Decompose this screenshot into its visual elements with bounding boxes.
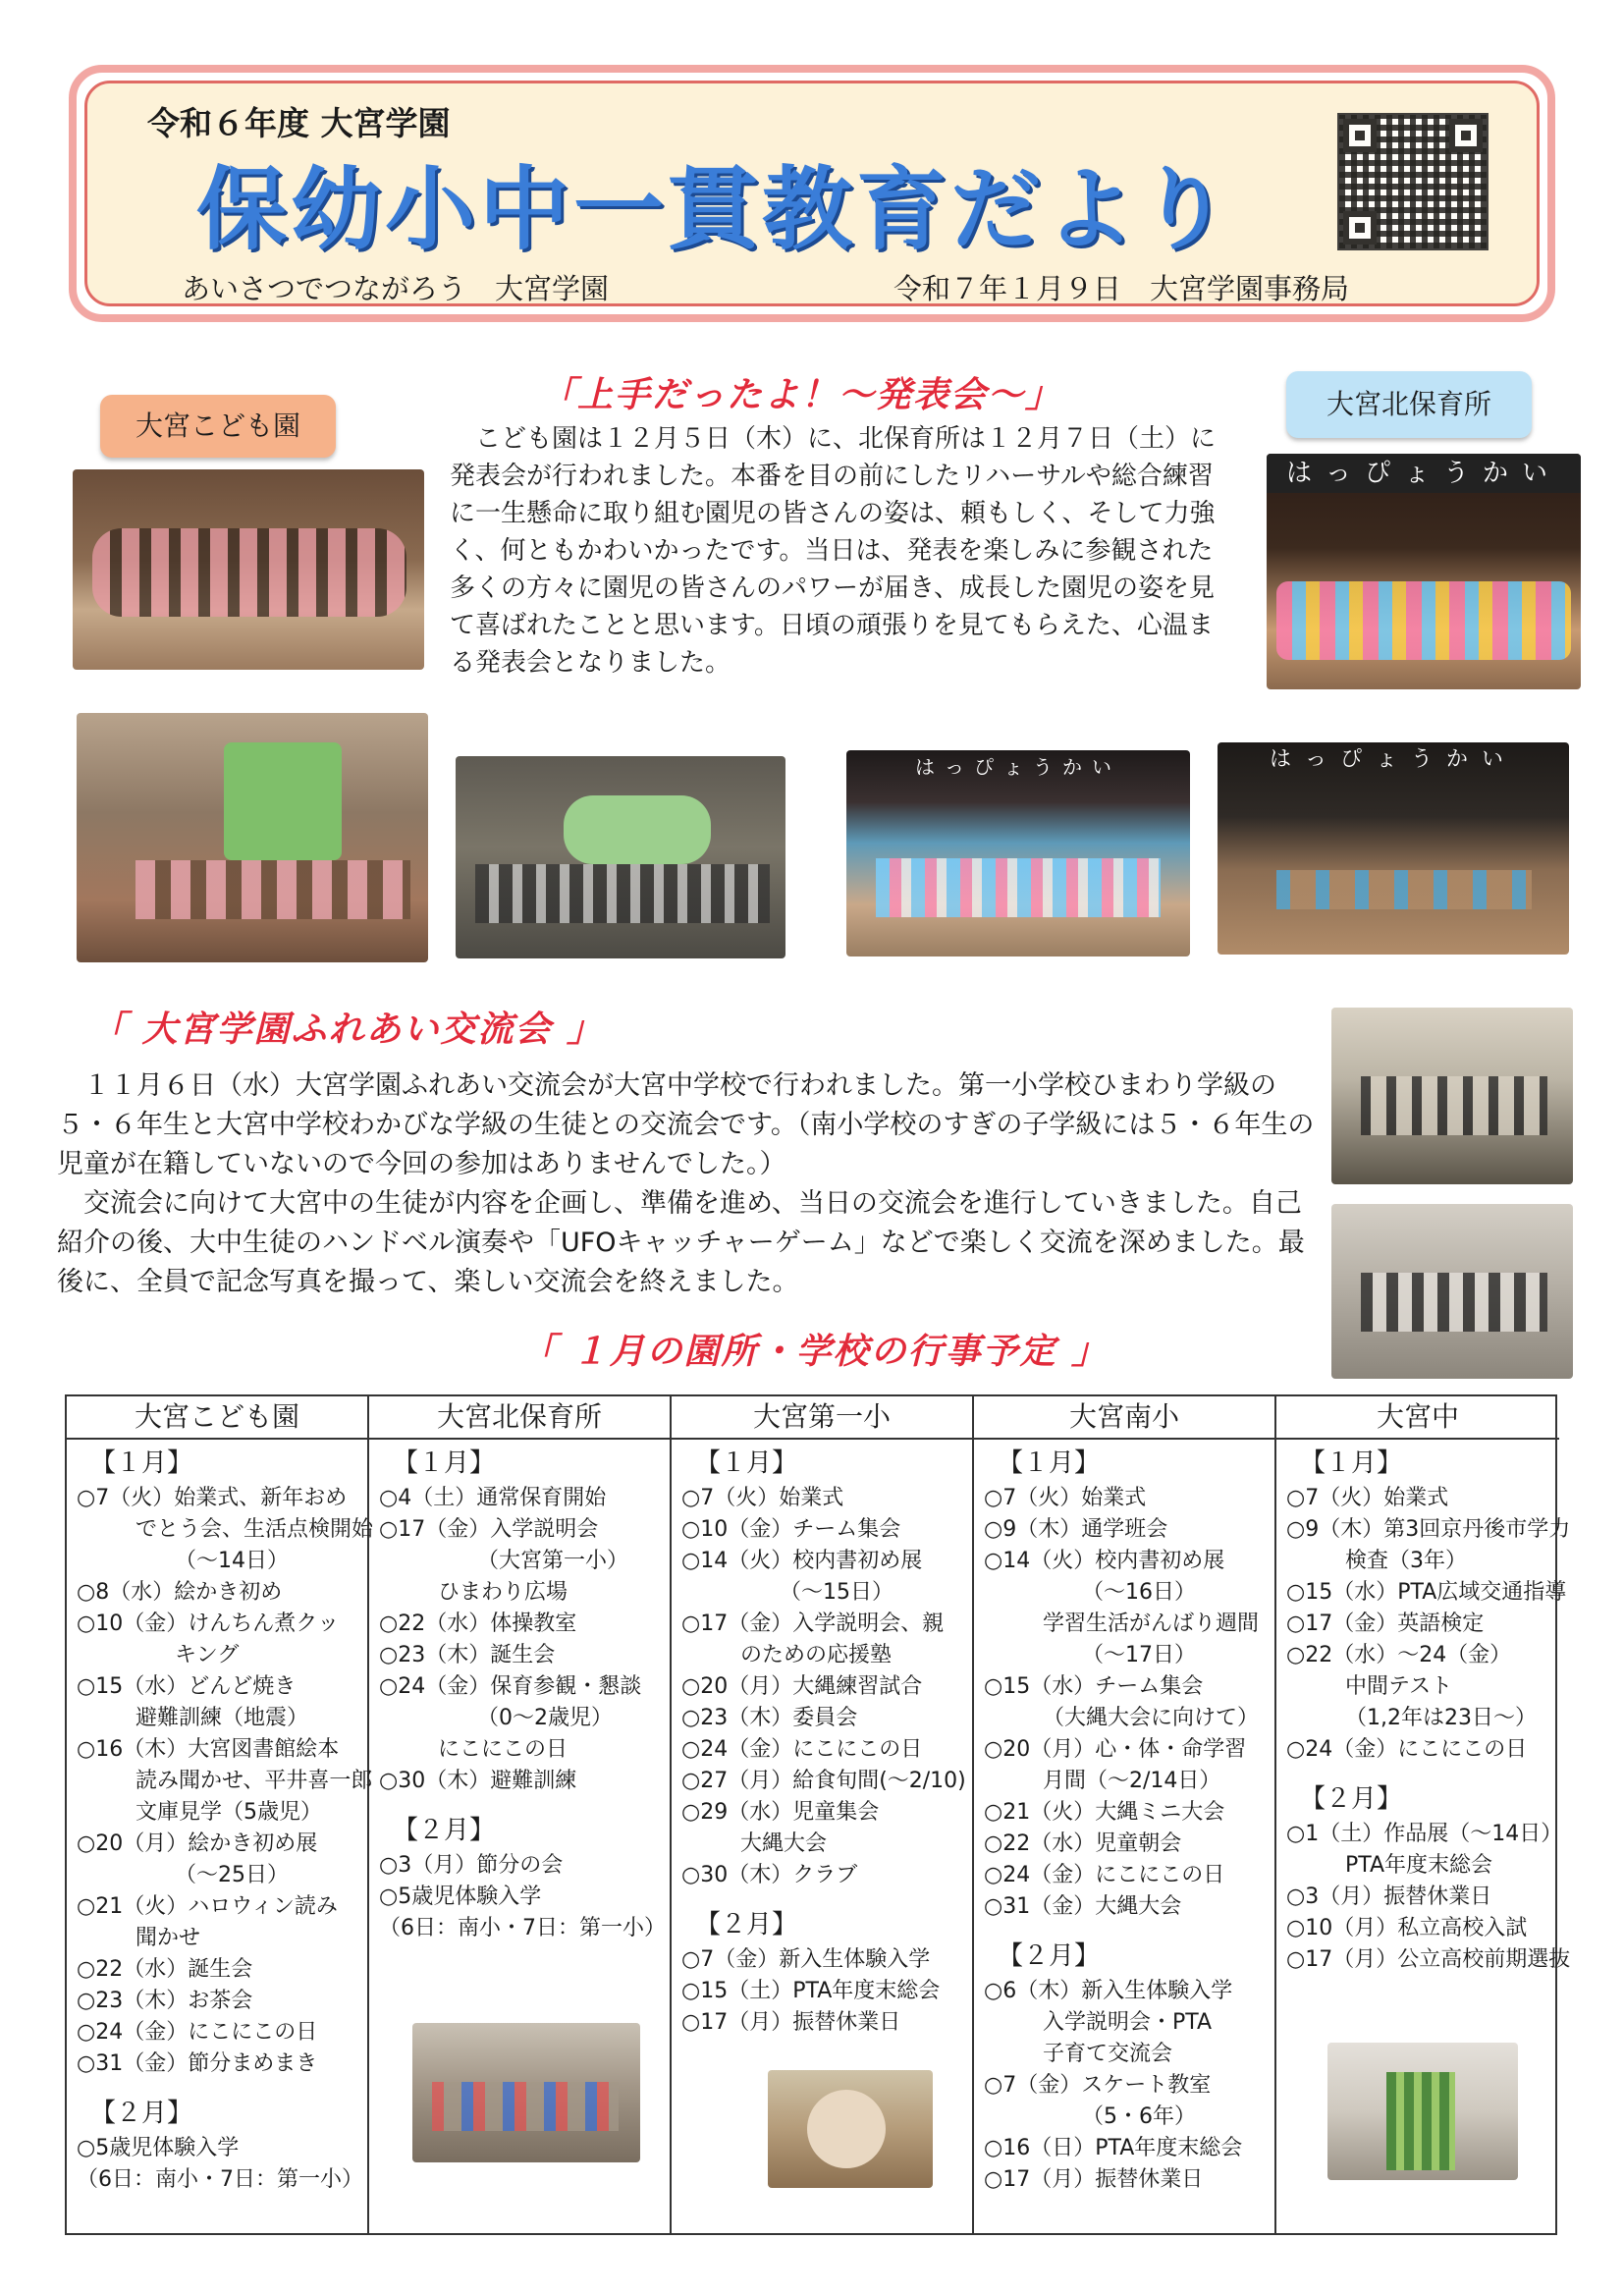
- qr-code-icon: [1337, 113, 1489, 250]
- photo-kita-hoikusho-stage: [1267, 454, 1581, 689]
- schedule-entry: ひまわり広場: [438, 1580, 568, 1605]
- header-year: 令和６年度 大宮学園: [147, 104, 451, 142]
- schedule-entry: ○7（金）スケート教室: [984, 2073, 1212, 2098]
- schedule-month-heading: 【２月】: [1300, 1784, 1403, 1814]
- label-omiya-kodomoen: 大宮こども園: [100, 395, 336, 458]
- happyokai-body: こども園は１２月５日（木）に、北保育所は１２月７日（土）に発表会が行われました。本番を目の前にしたリハーサルや総合練習に一生懸命に取り組む園児の皆さんの姿は、頼もしく、そして力強く、何ともかわいかったです。当日は、発表を楽しみに参観された多くの方々に園児の皆さんのパワーが届き、成長した園児の姿を見て喜ばれたことと思います。日頃の頑張りを見てもらえた、心温まる発表会となりました。: [450, 424, 1217, 678]
- happyokai-title: 「上手だったよ！～発表会～」: [540, 375, 1063, 415]
- schedule-entry: ○3（月）振替休業日: [1286, 1884, 1492, 1909]
- schedule-entry: ○24（金）にこにこの日: [681, 1737, 923, 1762]
- photo-kita-hoikusho-dance: [1218, 742, 1569, 955]
- schedule-entry: キング: [175, 1643, 240, 1667]
- schedule-entry: （大縄大会に向けて）: [1043, 1706, 1260, 1730]
- schedule-entry: PTA年度末総会: [1345, 1853, 1493, 1878]
- schedule-entry: ○22（水）児童朝会: [984, 1831, 1182, 1856]
- photo-omiya-chu-kadomatsu: [1327, 2043, 1518, 2180]
- schedule-entry: ○24（金）保育参観・懇談: [379, 1674, 642, 1699]
- page-title: 保幼小中一貫教育だより: [196, 157, 1234, 262]
- photo-koryukai-1: [1331, 1008, 1573, 1184]
- schedule-column-header: 大宮こども園: [67, 1396, 367, 1440]
- schedule-entry: ○10（金）けんちん煮クッ: [77, 1611, 340, 1636]
- schedule-entry: ○10（金）チーム集会: [681, 1517, 901, 1542]
- schedule-month-heading: 【１月】: [90, 1448, 193, 1478]
- koryukai-title: 「 大宮学園ふれあい交流会 」: [90, 1010, 605, 1050]
- schedule-month-heading: 【２月】: [393, 1816, 496, 1845]
- schedule-month-heading: 【１月】: [998, 1448, 1101, 1478]
- label-omiya-kita-hoikusho: 大宮北保育所: [1286, 371, 1532, 438]
- schedule-entry: ○16（木）大宮図書館絵本: [77, 1737, 340, 1762]
- schedule-column-header: 大宮南小: [974, 1396, 1274, 1440]
- photo-kodomoen-stage: [73, 469, 424, 670]
- schedule-entry: [984, 1923, 1265, 1937]
- schedule-entry: ○31（金）節分まめまき: [77, 2051, 318, 2076]
- schedule-entry: （1,2年は23日～）: [1345, 1706, 1537, 1730]
- schedule-entry: 入学説明会・PTA: [1043, 2010, 1213, 2035]
- schedule-entry: ○31（金）大縄大会: [984, 1894, 1182, 1919]
- koryukai-paragraph-2: 交流会に向けて大宮中の生徒が内容を企画し、準備を進め、当日の交流会を進行していきました。自己紹介の後、大中生徒のハンドベル演奏や「UFOキャッチャーゲーム」などで楽しく交流を深めました。最後に、全員で記念写真を撮って、楽しい交流会を終えました。: [57, 1188, 1305, 1297]
- schedule-entry: 読み聞かせ、平井喜一郎: [135, 1769, 373, 1793]
- schedule-entry: ○21（火）大縄ミニ大会: [984, 1800, 1225, 1825]
- schedule-entry: ○21（火）ハロウィン読み: [77, 1894, 338, 1919]
- schedule-entry: ○4（土）通常保育開始: [379, 1486, 607, 1510]
- schedule-entry: [1286, 1766, 1549, 1779]
- schedule-entry: ○10（月）私立高校入試: [1286, 1916, 1528, 1940]
- schedule-entry: ○23（木）お茶会: [77, 1989, 253, 2013]
- schedule-column: [67, 1396, 374, 2233]
- schedule-entry: 聞かせ: [135, 1926, 201, 1950]
- schedule-month-heading: 【１月】: [695, 1448, 798, 1478]
- schedule-entry: ○15（水）どんど焼き: [77, 1674, 297, 1699]
- photo-kita-hoikusho-play: [412, 2023, 640, 2162]
- photo-kita-hoikusho-group: [846, 750, 1190, 956]
- schedule-column-header: 大宮北保育所: [369, 1396, 670, 1440]
- schedule-entry: ○15（水）PTA広域交通指導: [1286, 1580, 1567, 1605]
- schedule-entry: ○17（月）振替休業日: [984, 2167, 1204, 2192]
- header-date: 令和７年１月９日 大宮学園事務局: [893, 272, 1350, 305]
- schedule-entry: ○17（月）公立高校前期選抜: [1286, 1947, 1571, 1972]
- happyokai-banner-3: はっぴょうかい: [1269, 747, 1517, 772]
- schedule-entry: 月間（～2/14日）: [1043, 1769, 1221, 1793]
- schedule-entry: （0～2歳児）: [477, 1706, 613, 1730]
- photo-kodomoen-performance: [77, 713, 428, 962]
- schedule-entry: ○15（水）チーム集会: [984, 1674, 1204, 1699]
- schedule-entry: （～17日）: [1082, 1643, 1196, 1667]
- schedule-title: 「 １月の園所・学校の行事予定 」: [520, 1332, 1110, 1372]
- schedule-entry: ○20（月）絵かき初め展: [77, 1831, 318, 1856]
- schedule-entry: ○23（木）委員会: [681, 1706, 858, 1730]
- schedule-entry: ○7（金）新入生体験入学: [681, 1947, 931, 1972]
- schedule-entry: [681, 1891, 962, 1905]
- schedule-entry: 検査（3年）: [1345, 1549, 1467, 1573]
- schedule-column-header: 大宮第一小: [672, 1396, 972, 1440]
- schedule-entry: ○8（水）絵かき初め: [77, 1580, 283, 1605]
- schedule-entry: 大縄大会: [740, 1831, 828, 1856]
- schedule-entry: [379, 1797, 660, 1811]
- schedule-entry: ○9（木）通学班会: [984, 1517, 1168, 1542]
- schedule-month-heading: 【１月】: [393, 1448, 496, 1478]
- photo-kodomoen-group: [456, 756, 785, 958]
- schedule-entry: にこにこの日: [438, 1737, 568, 1762]
- happyokai-banner: はっぴょうかい: [1267, 454, 1581, 493]
- schedule-entry: ○24（金）にこにこの日: [1286, 1737, 1528, 1762]
- schedule-entry: ○6（木）新入生体験入学: [984, 1979, 1233, 2003]
- schedule-column: [974, 1396, 1276, 2233]
- schedule-entry: （～14日）: [175, 1549, 289, 1573]
- koryukai-paragraph-1: １１月６日（水）大宮学園ふれあい交流会が大宮中学校で行われました。第一小学校ひまわり学級の５・６年生と大宮中学校わかびな学級の生徒との交流会です。（南小学校のすぎの子学級には５・６年生の児童が在籍していないので今回の参加はありませんでした。）: [57, 1070, 1315, 1179]
- schedule-entry: ○7（火）始業式: [1286, 1486, 1449, 1510]
- schedule-entry: ○20（月）心・体・命学習: [984, 1737, 1247, 1762]
- schedule-entry: （6日：南小・7日：第一小）: [77, 2167, 363, 2192]
- schedule-entry: ○22（水）誕生会: [77, 1957, 253, 1982]
- schedule-entry: ○24（金）にこにこの日: [984, 1863, 1225, 1887]
- schedule-entry: ○17（月）振替休業日: [681, 2010, 901, 2035]
- schedule-column-body: [67, 1440, 374, 2200]
- schedule-entry: 学習生活がんばり週間: [1043, 1611, 1260, 1636]
- schedule-entry: （大宮第一小）: [477, 1549, 629, 1573]
- happyokai-banner-2: はっぴょうかい: [915, 755, 1121, 779]
- schedule-entry: （5・6年）: [1082, 2104, 1196, 2129]
- schedule-entry: ○14（火）校内書初め展: [681, 1549, 923, 1573]
- schedule-entry: （～25日）: [175, 1863, 289, 1887]
- schedule-month-heading: 【２月】: [998, 1941, 1101, 1971]
- header-slogan: あいさつでつながろう 大宮学園: [182, 272, 610, 305]
- schedule-entry: でとう会、生活点検開始: [135, 1517, 374, 1542]
- schedule-entry: 文庫見学（5歳児）: [135, 1800, 322, 1825]
- schedule-entry: ○17（金）英語検定: [1286, 1611, 1485, 1636]
- schedule-entry: ○15（土）PTA年度末総会: [681, 1979, 941, 2003]
- schedule-entry: ○17（金）入学説明会: [379, 1517, 599, 1542]
- schedule-column-body: [1276, 1440, 1571, 1980]
- schedule-entry: ○22（水）体操教室: [379, 1611, 577, 1636]
- schedule-month-heading: 【２月】: [90, 2099, 193, 2128]
- schedule-column-body: [974, 1440, 1274, 2200]
- schedule-entry: 子育て交流会: [1043, 2042, 1173, 2066]
- schedule-entry: ○9（木）第3回京丹後市学力: [1286, 1517, 1571, 1542]
- schedule-entry: ○30（木）避難訓練: [379, 1769, 577, 1793]
- schedule-entry: ○1（土）作品展（～14日）: [1286, 1822, 1563, 1846]
- schedule-column-body: [369, 1440, 670, 1948]
- schedule-entry: [77, 2080, 357, 2094]
- schedule-entry: ○7（火）始業式: [984, 1486, 1147, 1510]
- schedule-month-heading: 【２月】: [695, 1910, 798, 1939]
- schedule-entry: ○5歳児体験入学: [379, 1884, 542, 1909]
- schedule-entry: 避難訓練（地震）: [135, 1706, 309, 1730]
- schedule-entry: ○20（月）大縄練習試合: [681, 1674, 923, 1699]
- schedule-column-header: 大宮中: [1276, 1396, 1559, 1440]
- schedule-entry: ○22（水）～24（金）: [1286, 1643, 1512, 1667]
- schedule-entry: （～16日）: [1082, 1580, 1196, 1605]
- schedule-entry: ○14（火）校内書初め展: [984, 1549, 1225, 1573]
- schedule-entry: ○23（木）誕生会: [379, 1643, 556, 1667]
- schedule-entry: ○30（木）クラブ: [681, 1863, 858, 1887]
- schedule-entry: ○7（火）始業式: [681, 1486, 844, 1510]
- schedule-entry: ○3（月）節分の会: [379, 1853, 564, 1878]
- schedule-entry: のための応援塾: [740, 1643, 893, 1667]
- schedule-entry: （6日：南小・7日：第一小）: [379, 1916, 666, 1940]
- schedule-entry: ○24（金）にこにこの日: [77, 2020, 318, 2045]
- schedule-entry: ○7（火）始業式、新年おめ: [77, 1486, 348, 1510]
- schedule-entry: ○17（金）入学説明会、親: [681, 1611, 945, 1636]
- schedule-entry: ○29（水）児童集会: [681, 1800, 880, 1825]
- schedule-entry: 中間テスト: [1345, 1674, 1453, 1699]
- koryukai-text: [57, 1066, 1326, 1302]
- schedule-month-heading: 【１月】: [1300, 1448, 1403, 1478]
- photo-koryukai-2: [1331, 1204, 1573, 1379]
- schedule-entry: （～15日）: [780, 1580, 893, 1605]
- photo-daiichi-sho: [768, 2070, 933, 2188]
- schedule-entry: ○16（日）PTA年度末総会: [984, 2136, 1243, 2160]
- schedule-column-body: [672, 1440, 972, 2043]
- schedule-entry: ○27（月）給食旬間(～2/10): [681, 1769, 966, 1793]
- schedule-entry: ○5歳児体験入学: [77, 2136, 240, 2160]
